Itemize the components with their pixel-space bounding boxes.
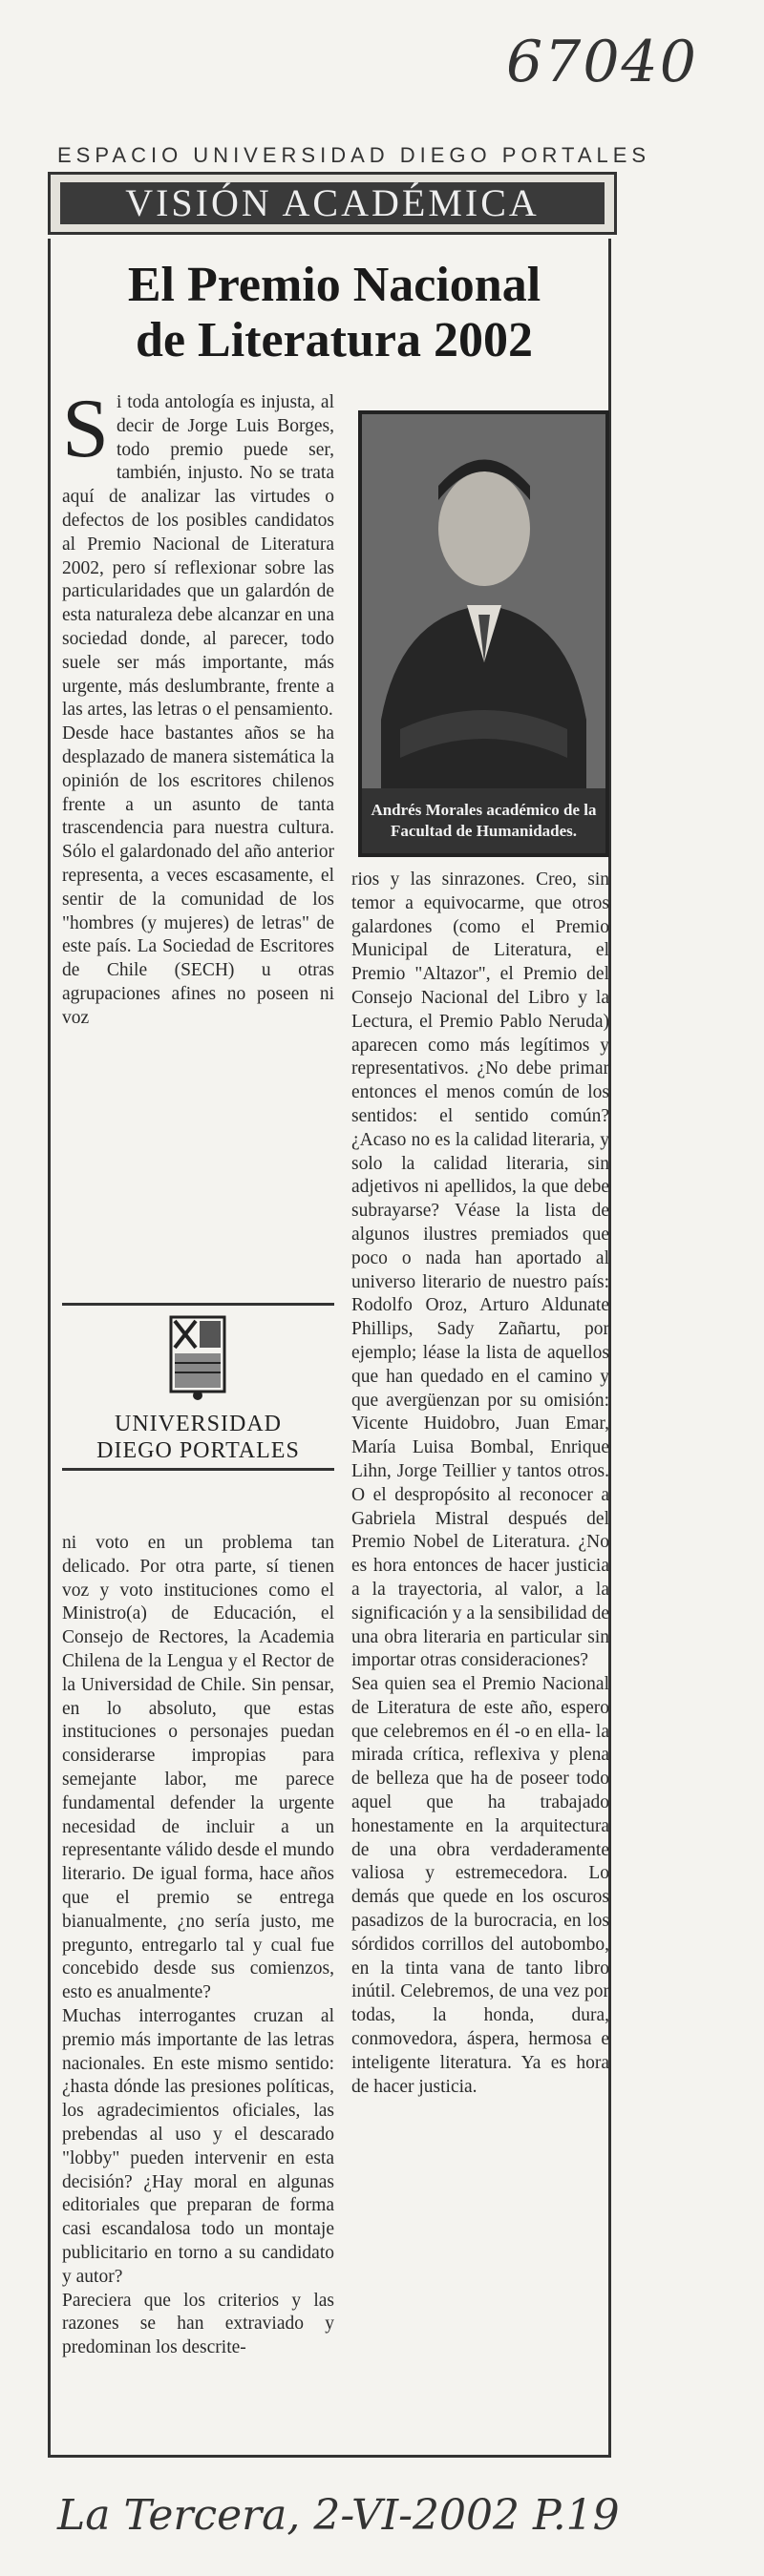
portrait-illustration bbox=[362, 414, 605, 853]
paragraph-5: Pareciera que los criterios y las razones se han extraviado y predominan los descrite- bbox=[62, 2290, 334, 2358]
author-photo bbox=[358, 410, 609, 857]
paragraph-intro bbox=[62, 383, 334, 723]
title-line-2: de Literatura 2002 bbox=[136, 313, 533, 367]
handwritten-source-note: La Tercera, 2-VI-2002 P.19 bbox=[57, 2491, 620, 2540]
section-header bbox=[48, 172, 617, 235]
paragraph-intro-text: i toda antología es injusta, al decir de Jorge Luis Borges, todo premio puede ser, también, injusto. No se trata aquí de analizar las virtudes o defectos de los posibles candidatos al Premio Nacional de Literatura 2002, pero sí reflexionar sobre las particularidades que un galardón de esta naturaleza debe alcanzar en una sociedad donde, al parecer, todo suele ser más importante, más urgente, más deslumbrante, frente a las artes, las letras o el pensamiento. bbox=[62, 392, 334, 721]
column-right bbox=[351, 869, 609, 2443]
article-title bbox=[57, 258, 611, 368]
university-name bbox=[62, 1411, 334, 1464]
paragraph-3: ni voto en un problema tan delicado. Por otra parte, sí tienen voz y voto instituciones como el Ministro(a) de Educación, el Consejo de Rectores, la Academia Chilena de la Lengua y el Rector de la Universidad de Chile. Sin pensar, en lo absoluto, que estas instituciones o personajes puedan considerarse impropias para semejante labor, me parece fundamental defender la urgente necesidad de incluir a un representante válido desde el mundo literario. De igual forma, hace años que el premio se entrega bianualmente, ¿no sería justo, me pregunto, entregarlo tal y cual fue concebido desde sus comienzos, esto es anualmente? bbox=[62, 1533, 334, 2003]
university-name-line-2: DIEGO PORTALES bbox=[96, 1438, 300, 1463]
paragraph-right-2: Sea quien sea el Premio Nacional de Literatura de este año, espero que celebremos en él -o en ella- la mirada crítica, reflexiva y plena de belleza que ha de poseer todo aquel que ha trabajado honestamente en la arquitectura de una obra verdaderamente valiosa y estremecedora. Lo demás que quede en los oscuros pasadizos de la burocracia, en los sórdidos corrillos del autobombo, en la tinta vana de tanto libro inútil. Celebremos, de una vez por todas, la honda, dura, conmovedora, áspera, hermosa e inteligente literatura. Ya es hora de hacer justicia. bbox=[351, 1674, 609, 2097]
photo-caption: Andrés Morales académico de la Facultad de Humanidades. bbox=[362, 788, 605, 853]
university-name-line-1: UNIVERSIDAD bbox=[115, 1412, 282, 1436]
drop-cap: S bbox=[62, 383, 109, 475]
handwritten-catalog-number: 67040 bbox=[506, 29, 698, 95]
paragraph-right-1: rios y las sinrazones. Creo, sin temor a equivocarme, que otros galardones (como el Premio Municipal de Literatura, el Premio "Altazor", el Premio del Consejo Nacional del Libro y la Lectura, el Premio Pablo Neruda) aparecen como más legítimos y representativos. ¿No debe primar entonces el menos común de los sentidos: el sentido común? ¿Acaso no es la calidad literaria, y solo la calidad literaria, sin adjetivos ni apellidos, la que debe subrayarse? Véase la lista de algunos ilustres premiados que poco o nada han aportado al universo literario de nuestro país: Rodolfo Oroz, Arturo Aldunate Phillips, Sady Zañartu, por ejemplo; léase la lista de aquellos que han quedado en el camino y que avergüenzan por su omisión: Vicente Huidobro, Juan Emar, María Luisa Bombal, Enrique Lihn, Jorge Teillier y tantos otros. O el despropósito al reconocer a Gabriela Mistral después del Premio Nobel de Literatura. ¿No es hora entonces de hacer justicia a la trayectoria, al valor, a la significación y a la sensibilidad de una obra literaria en particular sin importar otras consideraciones? bbox=[351, 869, 609, 1671]
title-line-1: El Premio Nacional bbox=[127, 258, 541, 312]
paragraph-4: Muchas interrogantes cruzan al premio más importante de las letras nacionales. En este mismo sentido: ¿hasta dónde las presiones políticas, los agradecimientos oficiales, las prebendas al uso y el descarado "lobby" pueden intervenir en esta decisión? ¿Hay moral en algunas editoriales que preparan de forma casi escandalosa todo un montaje publicitario en torno a su candidato y autor? bbox=[62, 2005, 334, 2287]
column-left-bottom bbox=[62, 1532, 334, 2439]
university-logo bbox=[62, 1303, 334, 1471]
paragraph-2: Desde hace bastantes años se ha desplazado de manera sistemática la opinión de los escritores chilenos frente a un asunto de tanta trascendencia para nuestra cultura. Sólo el galardonado del año anterior representa, a veces escasamente, el sentir de la comunidad de los "hombres (y mujeres) de letras" de este país. La Sociedad de Escritores de Chile (SECH) u otras agrupaciones afines no poseen ni voz bbox=[62, 723, 334, 1028]
section-title: VISIÓN ACADÉMICA bbox=[60, 182, 605, 224]
section-label: ESPACIO UNIVERSIDAD DIEGO PORTALES bbox=[57, 143, 651, 167]
university-crest-icon bbox=[169, 1315, 226, 1401]
